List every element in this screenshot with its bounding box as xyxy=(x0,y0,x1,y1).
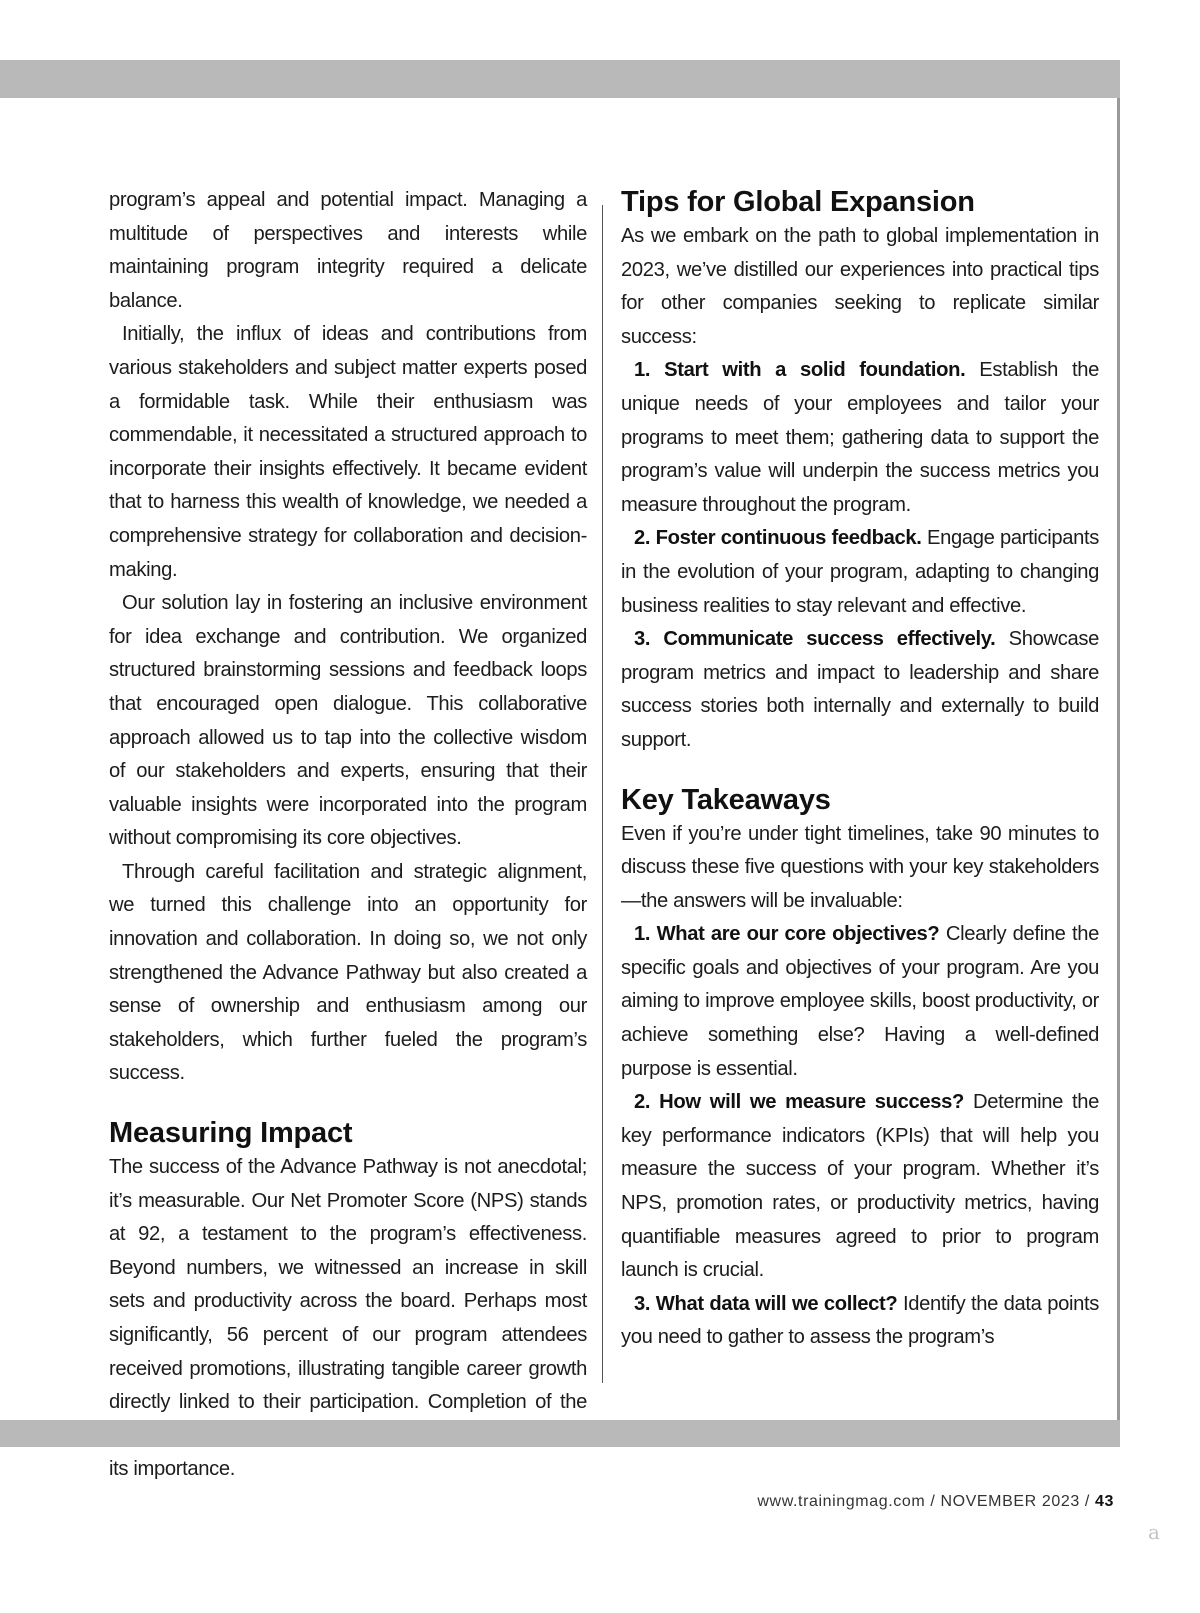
takeaway-text: Determine the key performance indicators (KPIs) that will help you measure the success of your program. Whether it’s NPS, promotion rates, or productivity metrics, having quantifiable measures agreed to prior to program launch is crucial. xyxy=(621,1091,1099,1282)
column-divider xyxy=(602,205,603,1383)
tip-item xyxy=(621,623,1099,757)
paragraph-continued: program’s appeal and potential impact. Managing a multitude of perspectives and interests while maintaining program integrity required a delicate balance. xyxy=(109,189,587,312)
corner-mark: a xyxy=(1148,1520,1160,1544)
takeaway-item xyxy=(621,1288,1099,1355)
takeaway-text: Identify the data points you need to gather to assess the program’s xyxy=(621,1292,1099,1349)
tip-text: Engage participants in the evolution of your program, adapting to changing business realities to stay relevant and effective. xyxy=(621,527,1099,617)
takeaway-lead: 2. How will we measure success? xyxy=(634,1091,964,1114)
page-number: 43 xyxy=(1095,1493,1114,1510)
takeaway-text: Clearly define the specific goals and objectives of your program. Are you aiming to improve employee skills, boost productivity, or achieve something else? Having a well-defined purpose is essential. xyxy=(621,923,1099,1080)
paragraph-inclusive-environment: Our solution lay in fostering an inclusive environment for idea exchange and contribution. We organized structured brainstorming sessions and feedback loops that encouraged open dialogue. This collaborative approach allowed us to tap into the collective wisdom of our stakeholders and experts, ensuring that their valuable insights were incorporated into the program without compromising its core objectives. xyxy=(109,592,587,850)
right-column xyxy=(621,184,1099,1355)
heading-measuring-impact: Measuring Impact xyxy=(109,1117,353,1150)
takeaway-item xyxy=(621,918,1099,1086)
tip-lead: 3. Communicate success effectively. xyxy=(634,628,996,651)
takeaway-lead: 3. What data will we collect? xyxy=(634,1292,898,1315)
page-footer xyxy=(757,1493,1114,1511)
tip-item xyxy=(621,354,1099,522)
heading-tips-global-expansion: Tips for Global Expansion xyxy=(621,186,975,218)
tip-lead: 2. Foster continuous feedback. xyxy=(634,527,922,550)
takeaway-lead: 1. What are our core objectives? xyxy=(634,923,940,946)
tip-text: Showcase program metrics and impact to leadership and share success stories both internally and externally to build support. xyxy=(621,628,1099,751)
paragraph-stakeholder-influx: Initially, the influx of ideas and contributions from various stakeholders and subject matter experts posed a formidable task. While their enthusiasm was commendable, it necessitated a structured approach to incorporate their insights effectively. It became evident that to harness this wealth of knowledge, we needed a comprehensive strategy for collaboration and decision-making. xyxy=(109,323,587,581)
tip-item xyxy=(621,522,1099,623)
heading-key-takeaways: Key Takeaways xyxy=(621,783,831,816)
top-gray-band xyxy=(0,60,1120,98)
paragraph-takeaways-intro: Even if you’re under tight timelines, take 90 minutes to discuss these five questions with your key stakeholders—the answers will be invaluable: xyxy=(621,822,1099,912)
tip-text: Establish the unique needs of your employees and tailor your programs to meet them; gathering data to support the program’s value will underpin the success metrics you measure throughout the program. xyxy=(621,359,1099,516)
paragraph-measuring-impact: The success of the Advance Pathway is not anecdotal; it’s measurable. Our Net Promoter Score (NPS) stands at 92, a testament to the program’s effectiveness. Beyond numbers, we witnessed an increase in skill sets and productivity across the board. Perhaps most significantly, 56 percent of our program attendees received promotions, illustrating tangible career growth directly linked to their participation. Completion of the its importance. xyxy=(109,1156,587,1481)
tip-lead: 1. Start with a solid foundation. xyxy=(634,359,966,382)
left-column xyxy=(109,184,587,1487)
paragraph-facilitation: Through careful facilitation and strategic alignment, we turned this challenge into an opportunity for innovation and collaboration. In doing so, we not only strengthened the Advance Pathway but also created a sense of ownership and enthusiasm among our stakeholders, which further fueled the program’s success. xyxy=(109,860,587,1085)
takeaway-item xyxy=(621,1086,1099,1288)
bottom-gray-band xyxy=(0,1420,1120,1447)
footer-url-date: www.trainingmag.com / NOVEMBER 2023 / xyxy=(757,1493,1095,1510)
paragraph-tips-intro: As we embark on the path to global implementation in 2023, we’ve distilled our experiences into practical tips for other companies seeking to replicate similar success: xyxy=(621,225,1099,348)
page-frame-right-edge xyxy=(1117,98,1120,1420)
